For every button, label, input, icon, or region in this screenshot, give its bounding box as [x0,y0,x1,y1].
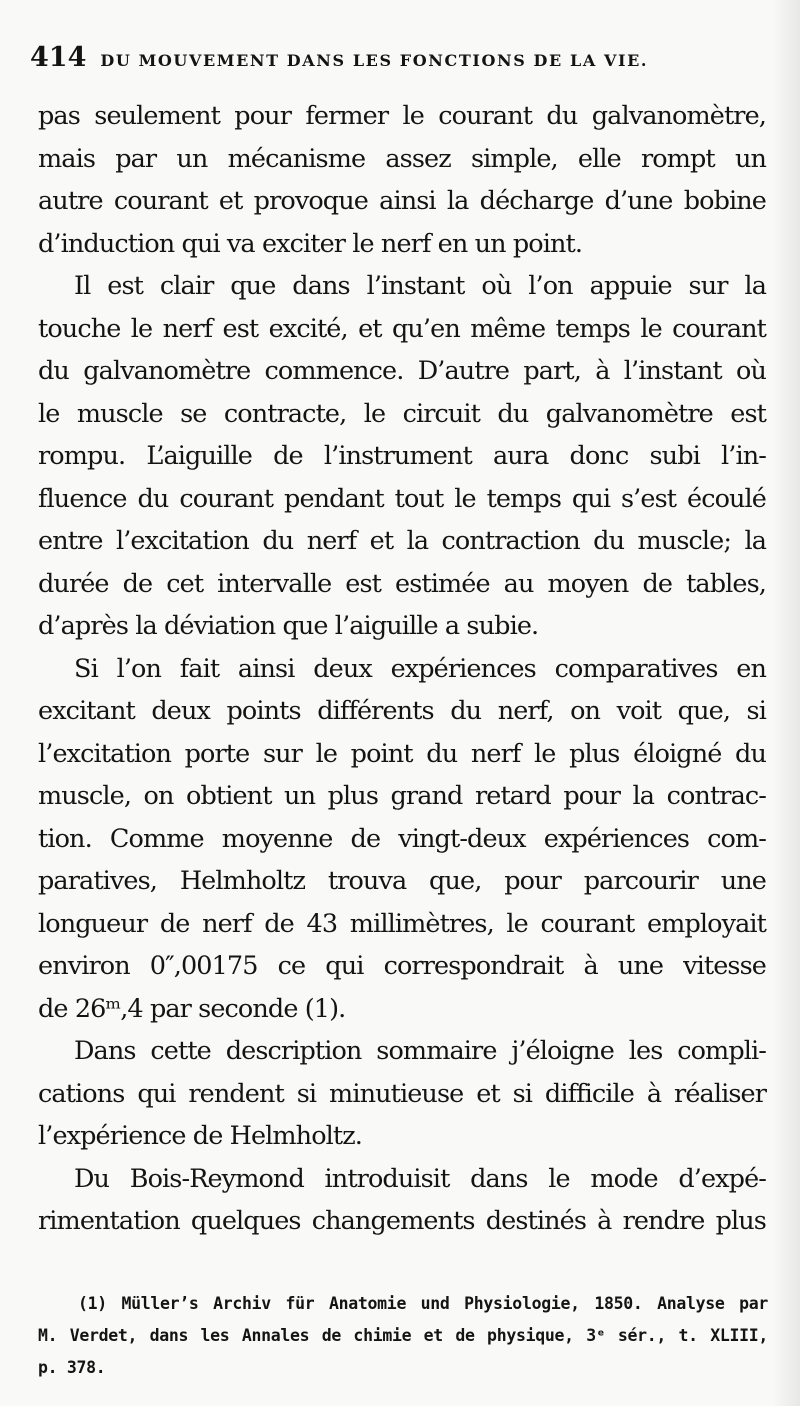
running-title: DU MOUVEMENT DANS LES FONCTIONS DE LA VIE. [100,51,649,70]
footnote-line: (1) Müller’s Archiv für Anatomie und Physiologie, 1850. Analyse par [78,1294,768,1313]
body-line: mais par un mécanisme assez simple, elle rompt un [38,143,766,174]
body-line: excitant deux points différents du nerf, on voit que, si [38,696,766,726]
body-line: paratives, Helmholtz trouva que, pour parcourir une [38,866,766,896]
body-line: environ 0″,00175 ce qui correspondrait à une vitesse [38,951,766,981]
footnote [38,1288,768,1384]
body-line: fluence du courant pendant tout le temps qui s’est écoulé [38,483,766,514]
footnote-line: M. Verdet, dans les Annales de chimie et de physique, 3ᵉ sér., t. XLIII, [38,1326,768,1345]
body-line: l’excitation porte sur le point du nerf le plus éloigné du [38,738,766,769]
body-line: longueur de nerf de 43 millimètres, le courant employait [38,908,766,939]
body-line: muscle, on obtient un plus grand retard pour la contrac- [38,781,766,811]
body-line: d’induction qui va exciter le nerf en un point. [38,228,583,259]
paragraph-first-line: Il est clair que dans l’instant où l’on appuie sur la [74,271,766,301]
body-line: de 26ᵐ,4 par seconde (1). [38,993,346,1024]
body-line: d’après la déviation que l’aiguille a subie. [38,611,539,641]
body-line: pas seulement pour fermer le courant du galvanomètre, [38,101,766,131]
paragraph-first-line: Si l’on fait ainsi deux expériences comparatives en [74,653,766,684]
body-line: durée de cet intervalle est estimée au moyen de tables, [38,568,766,599]
running-head [30,42,760,78]
body-line: cations qui rendent si minutieuse et si difficile à réaliser [38,1078,766,1109]
body-line: touche le nerf est excité, et qu’en même temps le courant [38,313,766,344]
body-line: du galvanomètre commence. D’autre part, à l’instant où [38,356,766,386]
body-line: entre l’excitation du nerf et la contraction du muscle; la [38,526,766,556]
body-line: tion. Comme moyenne de vingt-deux expériences com- [38,823,766,854]
body-line: autre courant et provoque ainsi la décharge d’une bobine [38,186,766,216]
body-line: le muscle se contracte, le circuit du galvanomètre est [38,398,766,429]
body-text [38,95,766,1243]
paragraph-first-line: Du Bois-Reymond introduisit dans le mode d’expé- [74,1163,766,1194]
page-number: 414 [30,42,87,73]
footnote-line: p. 378. [38,1358,106,1377]
body-line: rimentation quelques changements destinés à rendre plus [38,1206,766,1236]
paragraph-first-line: Dans cette description sommaire j’éloigne les compli- [74,1036,766,1066]
body-line: l’expérience de Helmholtz. [38,1121,362,1151]
body-line: rompu. L’aiguille de l’instrument aura donc subi l’in- [38,441,766,471]
